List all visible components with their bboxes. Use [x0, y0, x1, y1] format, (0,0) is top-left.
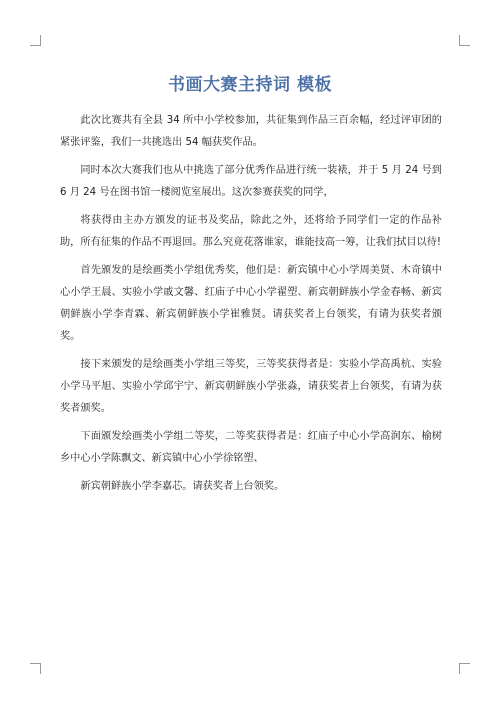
paragraph-prizes: 将获得由主办方颁发的证书及奖品，除此之外，还将给予同学们一定的作品补助，所有征集的作品不再退回。那么究竟花落谁家，谁能技高一筹，让我们拭目以待!	[60, 215, 442, 248]
crop-mark-top-right	[459, 35, 470, 46]
paragraph-excellence-award: 首先颁发的是绘画类小学组优秀奖，他们是：新宾镇中心小学周美贤、木奇镇中心小学王晨、实验小学戚文馨、红庙子中心小学翟塑、新宾朝鲜族小学金春畅、新宾朝鲜族小学李青霖、新宾朝鲜族小学崔雅贤。请获奖者上台领奖，有请为获奖者颁奖。	[60, 265, 442, 342]
paragraph-intro: 此次比赛共有全县 34 所中小学校参加，共征集到作品三百余幅，经过评审团的紧张评鉴，我们一共挑选出 54 幅获奖作品。	[60, 115, 442, 148]
crop-mark-bottom-right	[459, 663, 470, 674]
document-body	[60, 110, 442, 504]
paragraph-exhibition: 同时本次大赛我们也从中挑选了部分优秀作品进行统一装裱，并于 5 月 24 号到 6 月 24 号在图书馆一楼阅览室展出。这次参赛获奖的同学，	[60, 165, 442, 198]
crop-mark-top-left	[30, 35, 41, 46]
document-title: 书画大赛主持词 模板	[168, 75, 332, 96]
crop-mark-bottom-left	[30, 663, 41, 674]
paragraph-third-prize: 接下来颁发的是绘画类小学组三等奖，三等奖获得者是：实验小学高禹杭、实验小学马平旭、实验小学邱宇宁、新宾朝鲜族小学张淼，请获奖者上台领奖，有请为获奖者颁奖。	[60, 359, 442, 414]
paragraph-second-prize: 下面颁发绘画类小学组二等奖，二等奖获得者是：红庙子中心小学高润东、榆树乡中心小学陈飘文、新宾镇中心小学徐铭塑、	[60, 431, 442, 464]
paragraph-second-prize-cont: 新宾朝鲜族小学李嘉芯。请获奖者上台领奖。	[80, 481, 285, 492]
